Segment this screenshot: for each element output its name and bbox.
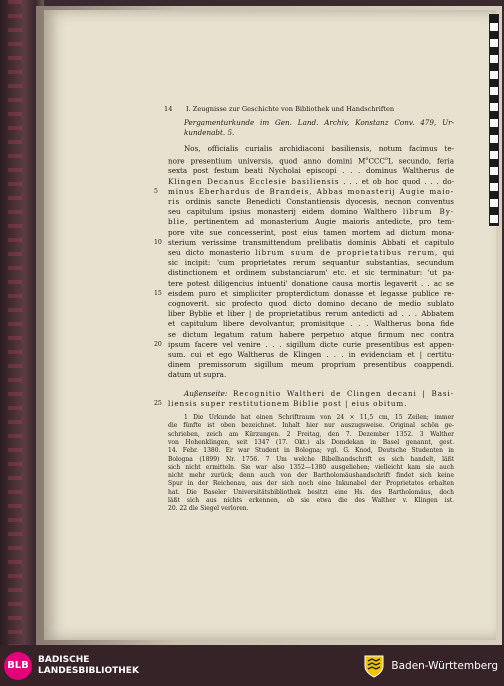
page-content bbox=[154, 104, 455, 514]
text-line bbox=[168, 350, 454, 360]
line-number: 15 bbox=[154, 289, 162, 297]
text-run: . . . et ob hoc quod . . . do- bbox=[339, 176, 454, 186]
line-number: 5 bbox=[154, 187, 158, 195]
footnote-line: sich nicht ermitteln. Sie war also 1352—1380 ausgeliehen; vielleicht kam sie auch bbox=[168, 463, 454, 471]
text-run: CCC bbox=[368, 156, 385, 166]
text-line bbox=[168, 299, 454, 309]
source-note bbox=[168, 118, 454, 138]
text-line bbox=[154, 237, 454, 248]
text-run: sic incipit: 'cum proprietates rerum sequantur substantias, secundum bbox=[168, 258, 454, 268]
text-run: ris bbox=[168, 197, 181, 207]
source-line: Pergamenturkunde im Gen. Land. Archiv, Konstanz Conv. 479, Ur- bbox=[184, 118, 454, 128]
endorsement bbox=[154, 388, 454, 409]
text-run: o bbox=[384, 155, 388, 162]
text-line bbox=[168, 389, 454, 399]
text-run: L secundo, feria bbox=[387, 156, 454, 166]
text-line bbox=[168, 144, 454, 154]
blb-name bbox=[38, 655, 139, 677]
text-run: Recognitio Waltheri de Clingen decani | Basi- bbox=[227, 388, 454, 398]
text-run: sexta post festum beati Nycholai episcopi . . . dominus Waltherus de bbox=[168, 166, 454, 176]
text-line bbox=[168, 166, 454, 176]
footnotes bbox=[168, 414, 454, 514]
footnote-line: Bologna (1899) Nr. 1756. 7 Um welche Bibelhandschrift es sich handelt, läßt bbox=[168, 455, 454, 463]
blb-brand[interactable] bbox=[4, 652, 139, 680]
footnote-line: die fünfte ist oben bezeichnet. Inhalt hier nur auszugsweise. Original schön ge- bbox=[168, 422, 454, 430]
text-line bbox=[168, 207, 454, 217]
text-line bbox=[168, 228, 454, 238]
text-line bbox=[168, 309, 454, 319]
text-line bbox=[154, 398, 454, 409]
document-body bbox=[154, 143, 455, 381]
text-run: ordinis sancte Benedicti Constantiensis dyocesis, necnon conventus bbox=[180, 197, 454, 207]
scan-ruler bbox=[489, 14, 499, 226]
text-line bbox=[168, 154, 454, 167]
text-line bbox=[168, 370, 454, 380]
line-number: 20 bbox=[154, 340, 162, 348]
text-line bbox=[168, 319, 454, 329]
line-number: 10 bbox=[154, 238, 162, 246]
footnote-line: 1 Die Urkunde hat einen Schriftraum von 24 × 11,5 cm, 15 Zeilen; immer bbox=[184, 414, 454, 422]
text-run: Nos, officialis curialis archidiaconi basiliensis, notum facimus te- bbox=[184, 143, 454, 153]
text-run: seu capitulum ipsius monasterij eidem domino Walthero bbox=[168, 207, 403, 217]
coat-of-arms-icon bbox=[363, 653, 385, 679]
text-run: pore vite sue concesserint, post eius tamen mortem ad dictum mona- bbox=[168, 227, 454, 237]
text-line bbox=[168, 258, 454, 268]
text-run: librum suum de proprietatibus rerum bbox=[255, 248, 435, 258]
text-line bbox=[168, 268, 454, 278]
text-run: seu dicto monasterio bbox=[168, 248, 256, 258]
text-run: eisdem puro et simpliciter propterdictum donasse et legasse publice re- bbox=[168, 288, 454, 298]
line-number: 25 bbox=[154, 399, 162, 407]
text-run: ipsum facere vel venire . . . sigillum dicte curie presentibus est appen- bbox=[168, 339, 454, 349]
page-header bbox=[164, 104, 454, 114]
text-run: liber Byblie et liber | de proprietatibus rerum antedicti ad . . . Abbatem bbox=[168, 309, 454, 319]
running-head: I. Zeugnisse zur Geschichte von Bibliothek und Handschriften bbox=[186, 105, 395, 113]
text-run: tere potest diligencius intuenti' donatione causa mortis legaverit . . ac se bbox=[168, 278, 454, 288]
text-run: datum ut supra. bbox=[168, 370, 227, 380]
text-line bbox=[168, 248, 454, 258]
text-run: cognoverit. sic profecto quod dicto domino decano de medio sublato bbox=[168, 299, 454, 309]
footer-bar bbox=[0, 645, 504, 686]
footnote-line: hat. Die Baseler Universitätsbibliothek besitzt eine Hs. des Bartholomäus, doch bbox=[168, 488, 454, 496]
bw-brand[interactable] bbox=[363, 653, 498, 679]
blb-logo-icon: BLB bbox=[4, 652, 32, 680]
text-run: blie bbox=[168, 217, 186, 227]
text-run: et capitulum libere devolvantur, promisitque . . . Waltherus bona fide bbox=[168, 319, 454, 329]
text-run: liensis super restitutionem Biblie post | eius obitum. bbox=[168, 398, 408, 408]
text-line bbox=[168, 279, 454, 289]
text-run: minus Eberhardus de Brandeis, Abbas monasterij Augie maio- bbox=[168, 186, 454, 196]
footnote-line: läßt sich aus nichts erkennen, ob sie etwa die des Walther v. Klingen ist. bbox=[168, 497, 454, 505]
footnote-line: 14. Febr. 1380. Er war Student in Bologna; vgl. G. Knod, Deutsche Studenten in bbox=[168, 447, 454, 455]
footnote-line: von Hohenklingen, seit 1347 (17. Okt.) als Domdekan in Basel genannt, gest. bbox=[168, 438, 454, 446]
text-run: , pertinentem ad monasterium Augie maioris antedicte, pro tem- bbox=[185, 217, 454, 227]
text-run: nore presentium universis, quod anno domini M bbox=[168, 156, 366, 166]
text-line bbox=[168, 177, 454, 187]
text-run: sterium verissime transmittendum prelibatis dominis Abbati et capitulo bbox=[168, 237, 454, 247]
footnote-line: schrieben, zeich am Kürzungen. 2 Freitag, den 7. Dezember 1352. 3 Walther bbox=[168, 430, 454, 438]
text-run: Außenseite: bbox=[184, 388, 228, 398]
text-line bbox=[168, 217, 454, 227]
text-run: , qui bbox=[435, 248, 455, 258]
text-run: librum By- bbox=[402, 207, 454, 217]
page-number: 14 bbox=[164, 105, 173, 113]
footnote-line: Spur in der Reichenau, aus der sich noch eine Inkunabel der Proprietates erhalten bbox=[168, 480, 454, 488]
text-run: Klingen Decanus Ecclesie basiliensis bbox=[168, 176, 340, 186]
text-run: se dictum legatum ratum habere perpetuo atque firmum nec contra bbox=[168, 329, 454, 339]
text-run: dinem premissorum sigillum meum proprium presentibus coappendi. bbox=[168, 360, 454, 370]
text-line bbox=[168, 360, 454, 370]
blb-name-line2: LANDESBIBLIOTHEK bbox=[38, 665, 139, 676]
text-run: sum. cui et ego Waltherus de Klingen . . . in evidenciam et | certitu- bbox=[168, 350, 454, 360]
text-line bbox=[154, 186, 454, 197]
footnote-line: nicht mehr zurück; denn auch von der Bartholomäushandschrift findet sich keine bbox=[168, 472, 454, 480]
blb-name-line1: BADISCHE bbox=[38, 654, 90, 665]
source-line: kundenabt. 5. bbox=[184, 128, 235, 138]
text-run: distinctionem et ordinem substanciarum' etc. et sic terminatur: 'ut pa- bbox=[168, 268, 454, 278]
bw-name: Baden-Württemberg bbox=[391, 659, 498, 672]
text-line bbox=[154, 288, 454, 299]
footnote-line: 20. 22 die Siegel verloren. bbox=[168, 505, 249, 513]
text-line bbox=[154, 339, 454, 350]
text-line bbox=[168, 197, 454, 207]
text-run: o bbox=[365, 155, 369, 162]
text-line bbox=[168, 330, 454, 340]
